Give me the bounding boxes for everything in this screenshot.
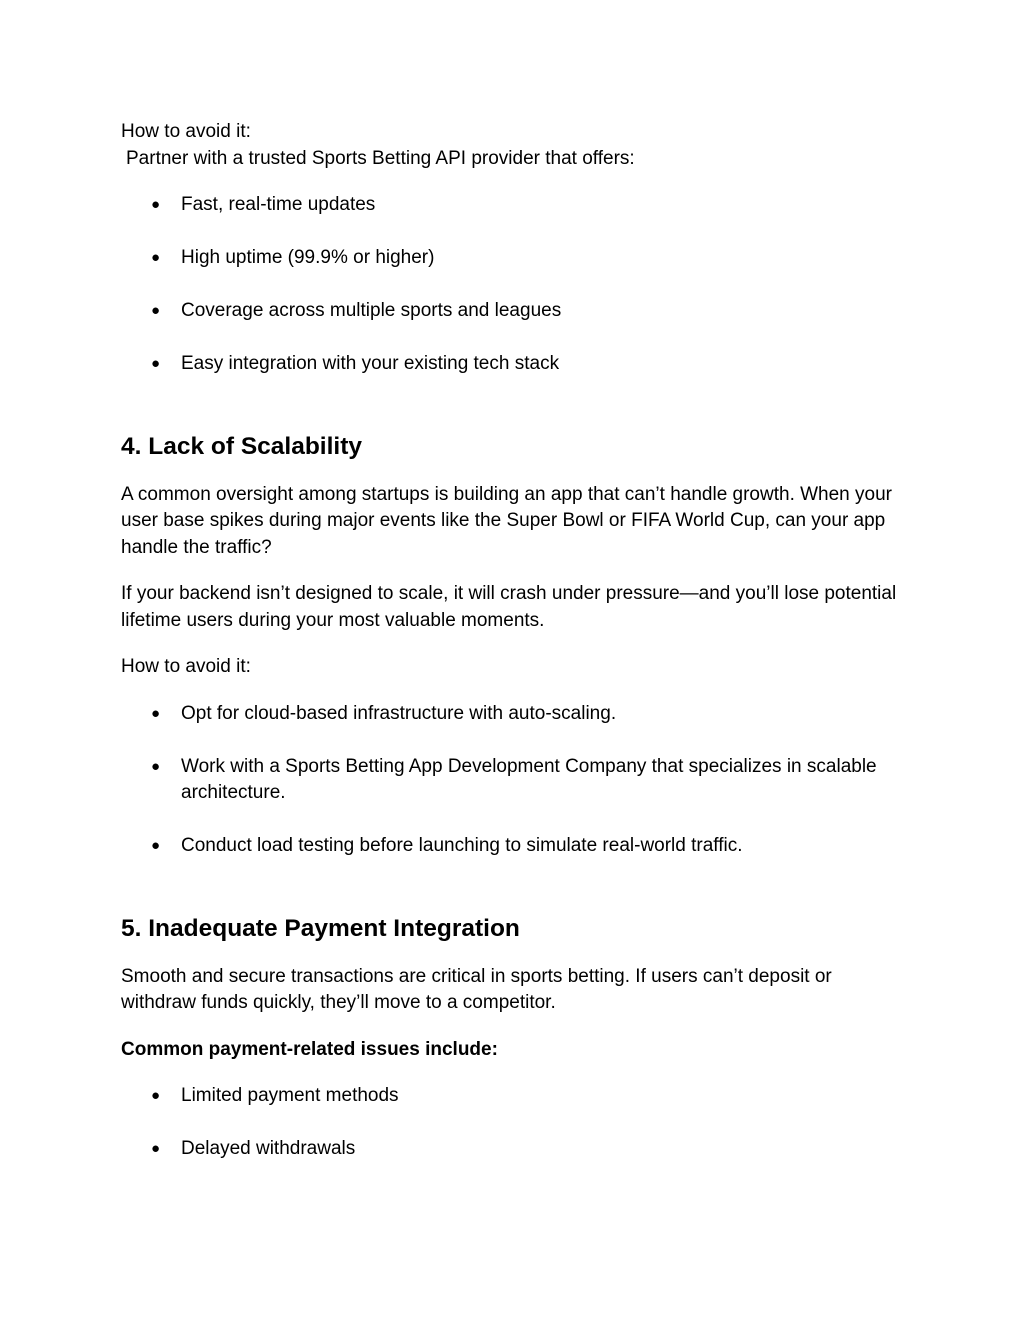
section-4-avoid-label: How to avoid it: xyxy=(121,656,251,677)
list-item-text: Work with a Sports Betting App Development Company that specializes in scalable architecture. xyxy=(181,755,877,803)
list-item xyxy=(121,701,911,728)
bullet-icon: ● xyxy=(151,196,161,213)
bullet-icon: ● xyxy=(151,355,161,372)
list-item xyxy=(121,245,911,272)
list-item xyxy=(121,1083,911,1110)
intro-partner-text: Partner with a trusted Sports Betting API provider that offers: xyxy=(126,147,635,169)
section-4-heading: 4. Lack of Scalability xyxy=(121,432,363,460)
section-5-paragraph-1: Smooth and secure transactions are critical in sports betting. If users can’t deposit or withdraw funds quickly, they’ll move to a competitor. xyxy=(121,965,832,1013)
bullet-icon: ● xyxy=(151,1087,161,1104)
bullet-icon: ● xyxy=(151,704,161,722)
section-5-heading: 5. Inadequate Payment Integration xyxy=(121,914,520,942)
bullet-icon: ● xyxy=(151,757,161,775)
list-item xyxy=(121,1136,911,1163)
document-page xyxy=(121,119,911,1163)
section-4-paragraph-1: A common oversight among startups is building an app that can’t handle growth. When your user base spikes during major events like the Super Bowl or FIFA World Cup, can your app handle the traffic? xyxy=(121,483,892,558)
list-item-text: Limited payment methods xyxy=(181,1085,399,1106)
intro-bullet-list xyxy=(121,192,911,378)
list-item-text: High uptime (99.9% or higher) xyxy=(181,247,435,268)
list-item xyxy=(121,833,911,860)
bullet-icon: ● xyxy=(151,249,161,266)
intro-avoid-label: How to avoid it: xyxy=(121,121,251,142)
list-item-text: Opt for cloud-based infrastructure with auto-scaling. xyxy=(181,702,617,724)
section-4-bullet-list xyxy=(121,701,911,860)
list-item xyxy=(121,351,911,378)
bullet-icon: ● xyxy=(151,1140,161,1157)
list-item-text: Easy integration with your existing tech stack xyxy=(181,353,560,374)
section-5-issues-label: Common payment-related issues include: xyxy=(121,1038,498,1060)
list-item-text: Delayed withdrawals xyxy=(181,1138,356,1159)
bullet-icon: ● xyxy=(151,302,161,319)
section-4-paragraph-2: If your backend isn’t designed to scale, it will crash under pressure—and you’ll lose potential lifetime users during your most valuable moments. xyxy=(121,583,897,631)
list-item-text: Fast, real-time updates xyxy=(181,194,376,215)
list-item-text: Conduct load testing before launching to simulate real-world traffic. xyxy=(181,835,743,856)
list-item-text: Coverage across multiple sports and leagues xyxy=(181,300,562,321)
bullet-icon: ● xyxy=(151,837,161,854)
list-item xyxy=(121,298,911,325)
list-item xyxy=(121,754,911,807)
list-item xyxy=(121,192,911,219)
section-5-bullet-list xyxy=(121,1083,911,1163)
